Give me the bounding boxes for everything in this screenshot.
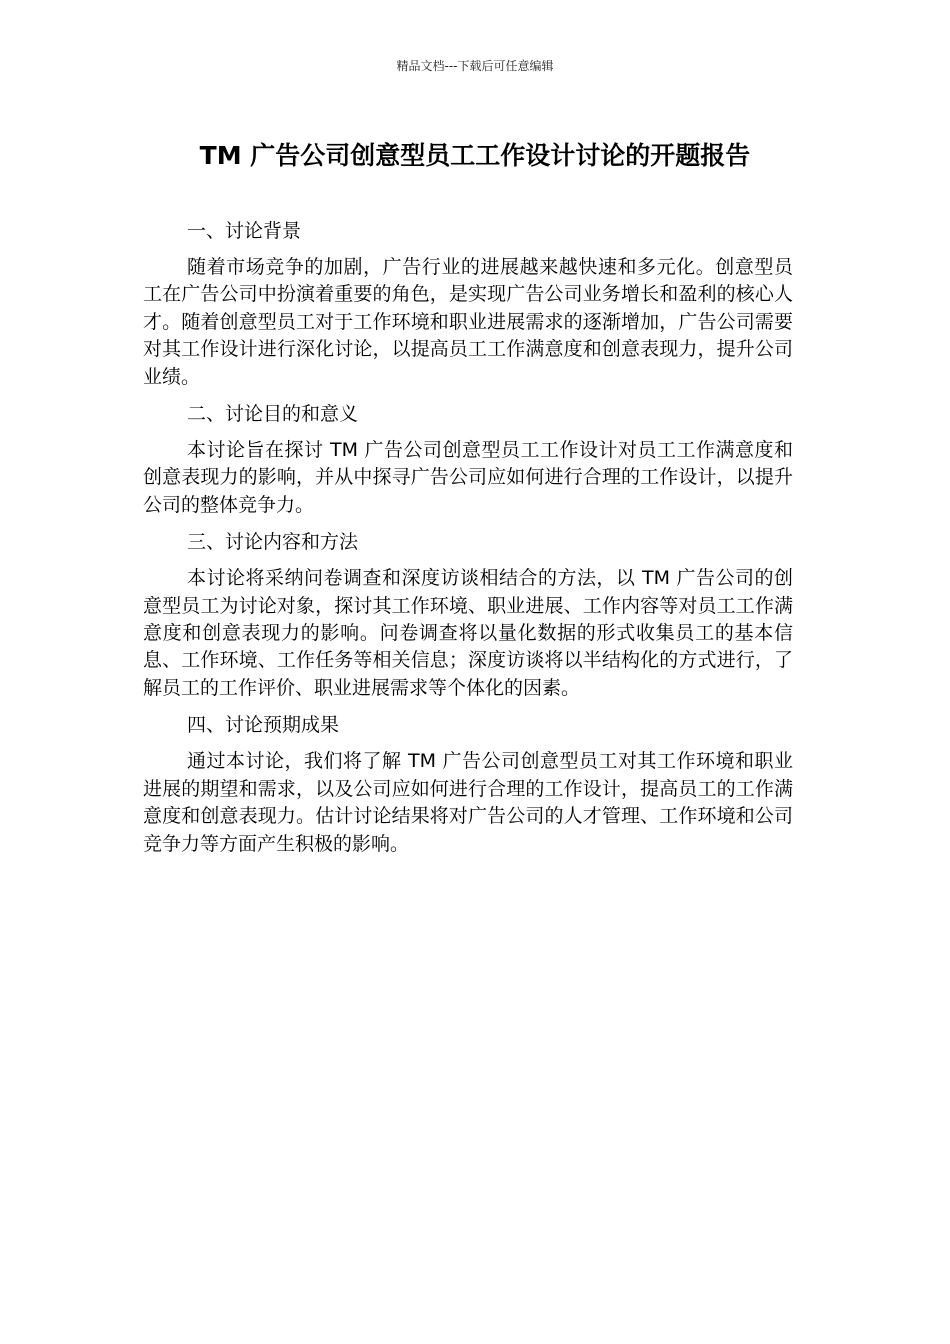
section-heading: 三、讨论内容和方法	[187, 531, 359, 554]
section-paragraph: 本讨论旨在探讨 TM 广告公司创意型员工工作设计对员工工作满意度和创意表现力的影响，并从中探寻广告公司应如何进行合理的工作设计，以提升公司的整体竞争力。	[143, 439, 793, 516]
section-heading: 四、讨论预期成果	[187, 714, 340, 737]
section-paragraph: 随着市场竞争的加剧，广告行业的进展越来越快速和多元化。创意型员工在广告公司中扮演着重要的角色，是实现广告公司业务增长和盈利的核心人才。随着创意型员工对于工作环境和职业进展需求的逐渐增加，广告公司需要对其工作设计进行深化讨论，以提高员工工作满意度和创意表现力，提升公司业绩。	[143, 256, 793, 388]
section-paragraph: 通过本讨论，我们将了解 TM 广告公司创意型员工对其工作环境和职业进展的期望和需求，以及公司应如何进行合理的工作设计，提高员工的工作满意度和创意表现力。估计讨论结果将对广告公司的人才管理、工作环境和公司竞争力等方面产生积极的影响。	[143, 750, 793, 855]
section-expected-results	[143, 708, 793, 858]
document-title: TM 广告公司创意型员工工作设计讨论的开题报告	[199, 141, 751, 170]
header-note: 精品文档---下载后可任意编辑	[396, 59, 554, 73]
section-purpose	[143, 397, 793, 519]
section-content-method	[143, 525, 793, 702]
section-heading: 二、讨论目的和意义	[187, 403, 359, 426]
document-body	[143, 214, 793, 864]
section-background	[143, 214, 793, 391]
section-paragraph: 本讨论将采纳问卷调查和深度访谈相结合的方法，以 TM 广告公司的创意型员工为讨论对象，探讨其工作环境、职业进展、工作内容等对员工工作满意度和创意表现力的影响。问卷调查将以量化数据的形式收集员工的基本信息、工作环境、工作任务等相关信息；深度访谈将以半结构化的方式进行，了解员工的工作评价、职业进展需求等个体化的因素。	[143, 567, 793, 699]
section-heading: 一、讨论背景	[187, 220, 302, 242]
